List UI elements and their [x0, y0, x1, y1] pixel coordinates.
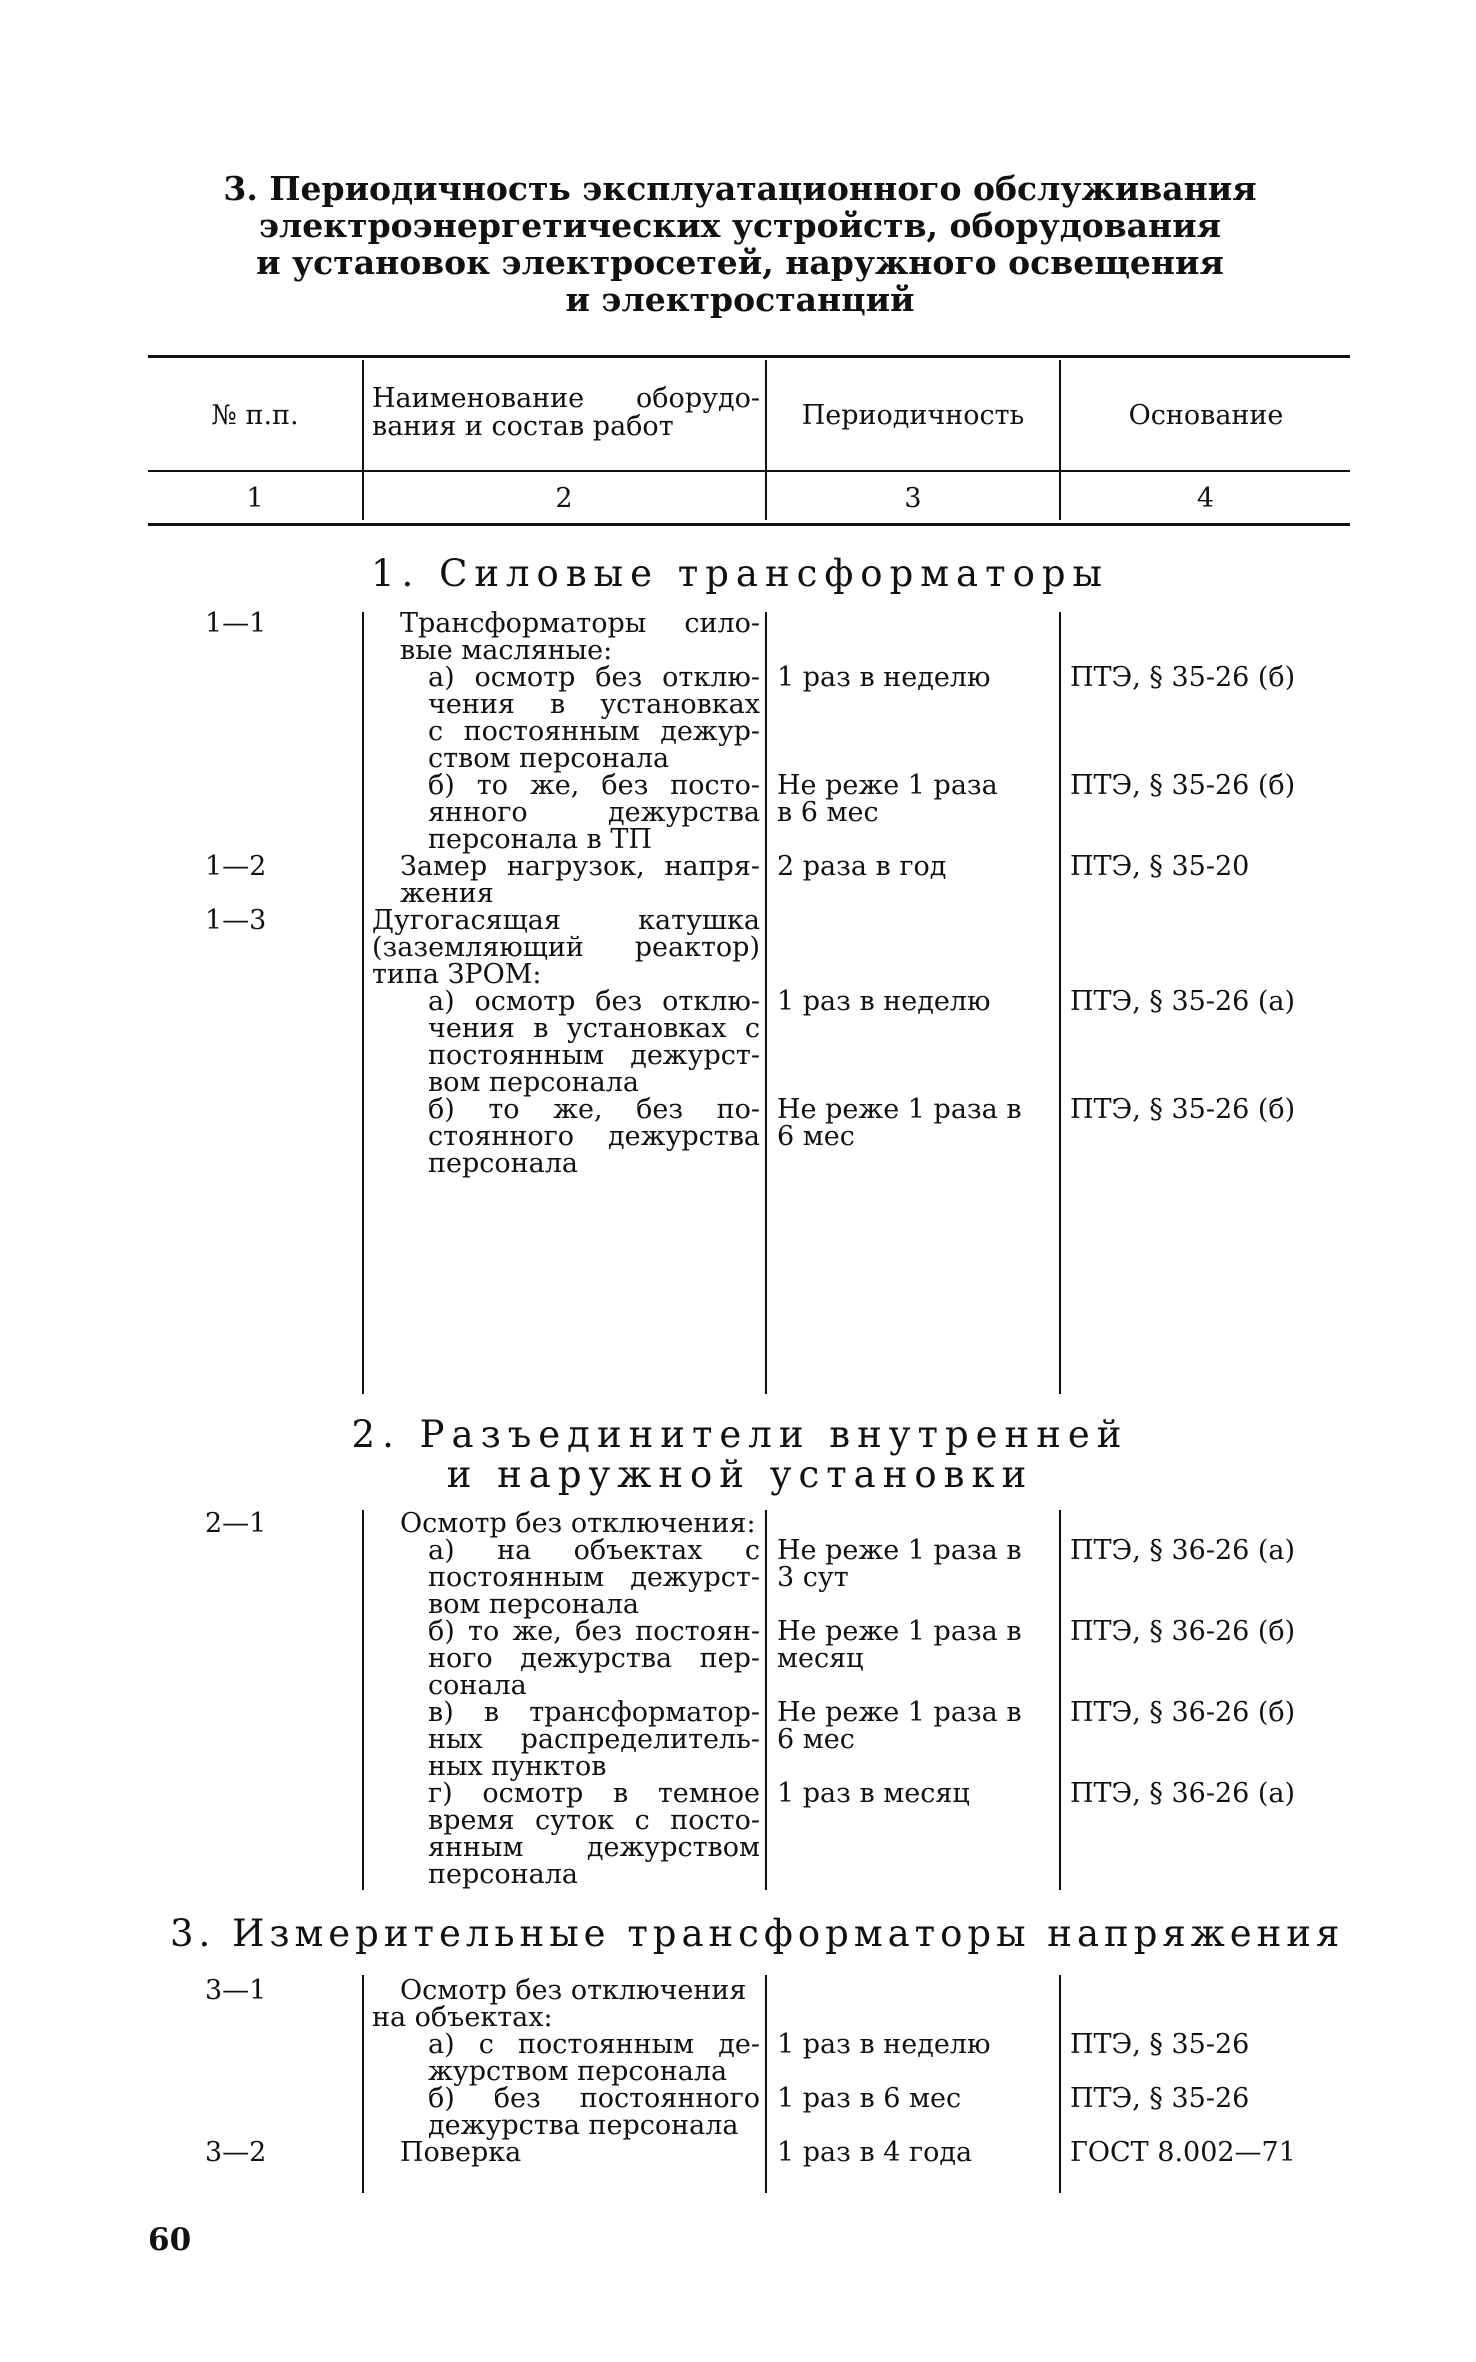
row-description: Трансформаторы сило- [400, 608, 760, 639]
header-period: Периодичность [801, 400, 1025, 431]
row-description: Дугогасящая катушка [372, 905, 760, 936]
col-number: 4 [1196, 483, 1215, 514]
section-title-3: 3. Измерительные трансформаторы напряжения [170, 1912, 1345, 1955]
row-description: постоянным дежурст- [428, 1040, 760, 1071]
row-number: 1—2 [205, 851, 267, 882]
row-periodicity: 1 раз в месяц [777, 1778, 970, 1809]
row-basis: ПТЭ, § 36-26 (а) [1070, 1535, 1296, 1566]
row-periodicity: 3 сут [777, 1562, 849, 1593]
row-periodicity: Не реже 1 раза в [777, 1094, 1022, 1125]
row-description: вом персонала [428, 1067, 640, 1098]
col-sep [362, 1975, 364, 2193]
section-title-1: 1. Силовые трансформаторы [371, 552, 1109, 595]
row-periodicity: 1 раз в 6 мес [777, 2083, 962, 2114]
row-description: на объектах: [372, 2002, 553, 2033]
row-description: стоянного дежурства [428, 1121, 760, 1152]
row-description: журством персонала [428, 2056, 728, 2087]
col-number: 3 [904, 483, 922, 514]
page-number: 60 [148, 2222, 192, 2258]
header-name: Наименование оборудо- вания и состав работ [372, 383, 760, 442]
col-sep [362, 612, 364, 1394]
row-basis: ПТЭ, § 36-26 (б) [1070, 1697, 1296, 1728]
row-description: сонала [428, 1670, 527, 1701]
row-periodicity: 1 раз в неделю [777, 662, 991, 693]
row-basis: ПТЭ, § 36-26 (а) [1070, 1778, 1296, 1809]
row-description: постоянным дежурст- [428, 1562, 760, 1593]
header-basis: Основание [1128, 400, 1284, 431]
row-basis: ПТЭ, § 35-26 (б) [1070, 1094, 1296, 1125]
row-description: б) без постоянного [428, 2083, 760, 2114]
row-periodicity: Не реже 1 раза в [777, 1535, 1022, 1566]
row-basis: ГОСТ 8.002—71 [1070, 2137, 1296, 2168]
header-num: № п.п. [211, 400, 299, 431]
row-description: а) на объектах с [428, 1535, 760, 1566]
row-description: время суток с посто- [428, 1805, 760, 1836]
row-periodicity: Не реже 1 раза [777, 770, 998, 801]
col-sep [1059, 1510, 1061, 1890]
document-title [150, 170, 1330, 318]
col-sep [765, 1975, 767, 2193]
row-description: вом персонала [428, 1589, 640, 1620]
row-description: янным дежурством [428, 1832, 760, 1863]
row-description: Замер нагрузок, напря- [400, 851, 760, 882]
row-description: янного дежурства [428, 797, 760, 828]
row-description: в) в трансформатор- [428, 1697, 760, 1728]
table-top-rule [148, 355, 1350, 358]
row-description: а) осмотр без отклю- [428, 986, 760, 1017]
row-basis: ПТЭ, § 35-26 [1070, 2029, 1250, 2060]
row-basis: ПТЭ, § 35-26 (б) [1070, 770, 1296, 801]
col-sep [1059, 612, 1061, 1394]
col-sep [765, 1510, 767, 1890]
col-sep [1059, 1975, 1061, 2193]
row-basis: ПТЭ, § 35-26 (б) [1070, 662, 1296, 693]
header-divider-rule [148, 470, 1350, 472]
col-number: 2 [555, 483, 573, 514]
row-description: персонала [428, 1148, 578, 1179]
row-basis: ПТЭ, § 35-26 [1070, 2083, 1250, 2114]
row-description: б) то же, без постоян- [428, 1616, 760, 1647]
row-periodicity: в 6 мес [777, 797, 879, 828]
row-description: чения в установках с [428, 1013, 760, 1044]
row-description: Осмотр без отключения [400, 1975, 747, 2006]
row-periodicity: 1 раз в неделю [777, 986, 991, 1017]
row-number: 2—1 [205, 1508, 267, 1539]
col-sep [362, 1510, 364, 1890]
section-title-2: 2. Разъединители внутренней и наружной установки [351, 1413, 1129, 1496]
row-periodicity: 1 раз в неделю [777, 2029, 991, 2060]
title-line: и установок электросетей, наружного освещения [256, 243, 1224, 282]
row-basis: ПТЭ, § 35-20 [1070, 851, 1250, 882]
col-number: 1 [246, 483, 264, 514]
row-number: 1—1 [205, 608, 267, 639]
row-periodicity: месяц [777, 1643, 864, 1674]
row-description: ных пунктов [428, 1751, 607, 1782]
row-description: персонала в ТП [428, 824, 652, 855]
row-description: вые масляные: [400, 635, 613, 666]
row-description: ного дежурства пер- [428, 1643, 760, 1674]
row-description: г) осмотр в темное [428, 1778, 760, 1809]
row-description: Поверка [400, 2137, 522, 2168]
row-periodicity: Не реже 1 раза в [777, 1616, 1022, 1647]
row-description: Осмотр без отключения: [400, 1508, 756, 1539]
row-description: б) то же, без по- [428, 1094, 760, 1125]
row-periodicity: Не реже 1 раза в [777, 1697, 1022, 1728]
row-description: дежурства персонала [428, 2110, 739, 2141]
row-periodicity: 6 мес [777, 1121, 855, 1152]
row-description: а) с постоянным де- [428, 2029, 760, 2060]
row-description: с постоянным дежур- [428, 716, 760, 747]
row-description: типа ЗРОМ: [372, 959, 542, 990]
row-basis: ПТЭ, § 36-26 (б) [1070, 1616, 1296, 1647]
title-line: и электростанций [565, 280, 915, 319]
row-description: ством персонала [428, 743, 670, 774]
row-description: а) осмотр без отклю- [428, 662, 760, 693]
row-basis: ПТЭ, § 35-26 (а) [1070, 986, 1296, 1017]
row-periodicity: 2 раза в год [777, 851, 947, 882]
numbers-bottom-rule [148, 523, 1350, 526]
row-description: ных распределитель- [428, 1724, 760, 1755]
row-description: б) то же, без посто- [428, 770, 760, 801]
row-number: 3—1 [205, 1975, 267, 2006]
col-sep [765, 612, 767, 1394]
row-periodicity: 6 мес [777, 1724, 855, 1755]
row-description: (заземляющий реактор) [372, 932, 760, 963]
row-number: 3—2 [205, 2137, 267, 2168]
row-periodicity: 1 раз в 4 года [777, 2137, 973, 2168]
title-line: 3. Периодичность эксплуатационного обслуживания [223, 169, 1257, 208]
row-description: персонала [428, 1859, 578, 1890]
row-number: 1—3 [205, 905, 267, 936]
row-description: чения в установках [428, 689, 760, 720]
row-description: жения [400, 878, 494, 909]
title-line: электроэнергетических устройств, оборудования [258, 206, 1222, 245]
